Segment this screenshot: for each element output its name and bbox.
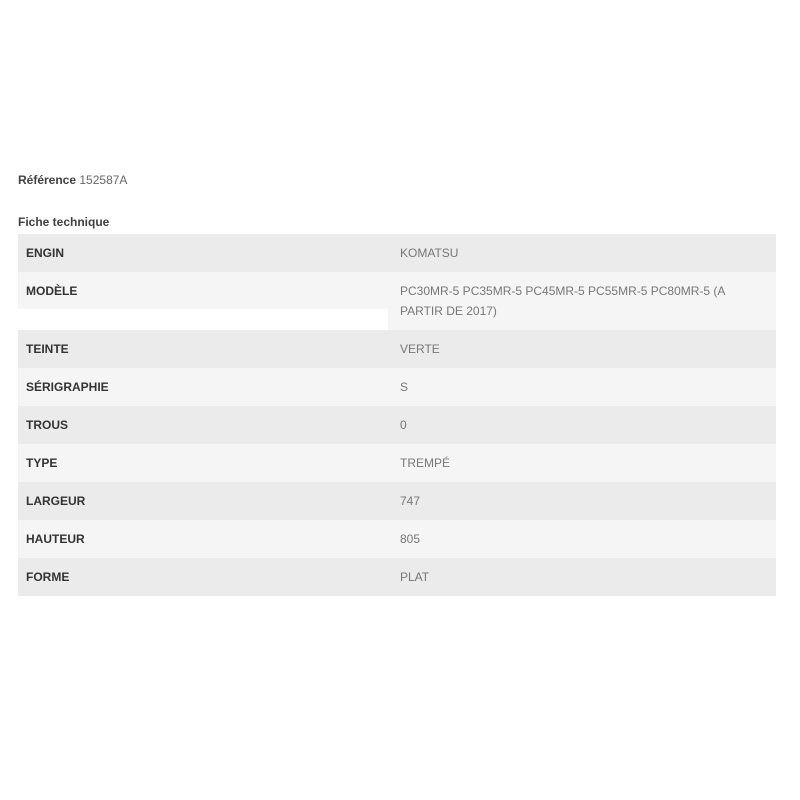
table-row bbox=[18, 234, 776, 272]
table-row bbox=[18, 444, 776, 482]
spec-name: FORME bbox=[18, 558, 388, 596]
data-sheet-title: Fiche technique bbox=[18, 215, 110, 229]
spec-value: VERTE bbox=[388, 330, 776, 368]
product-info bbox=[18, 172, 776, 596]
table-row bbox=[18, 406, 776, 444]
spec-value: 805 bbox=[388, 520, 776, 558]
spec-value: 747 bbox=[388, 482, 776, 520]
spec-name: HAUTEUR bbox=[18, 520, 388, 558]
spec-name: SÉRIGRAPHIE bbox=[18, 368, 388, 406]
product-reference bbox=[18, 172, 776, 188]
spec-name: TROUS bbox=[18, 406, 388, 444]
table-row bbox=[18, 330, 776, 368]
spec-name: TYPE bbox=[18, 444, 388, 482]
spec-value: KOMATSU bbox=[388, 234, 776, 272]
spec-value: PC30MR-5 PC35MR-5 PC45MR-5 PC55MR-5 PC80MR-5 (A PARTIR DE 2017) bbox=[388, 272, 776, 330]
data-sheet-table bbox=[18, 234, 776, 596]
spec-name: MODÈLE bbox=[18, 272, 388, 330]
table-row bbox=[18, 482, 776, 520]
spec-name: LARGEUR bbox=[18, 482, 388, 520]
spec-name: TEINTE bbox=[18, 330, 388, 368]
spec-value: PLAT bbox=[388, 558, 776, 596]
table-row bbox=[18, 558, 776, 596]
spec-value: S bbox=[388, 368, 776, 406]
table-row bbox=[18, 520, 776, 558]
reference-value: 152587A bbox=[79, 173, 128, 187]
table-row bbox=[18, 368, 776, 406]
reference-label: Référence bbox=[18, 173, 77, 187]
spec-name: ENGIN bbox=[18, 234, 388, 272]
spec-value: TREMPÉ bbox=[388, 444, 776, 482]
table-row bbox=[18, 272, 776, 330]
spec-value: 0 bbox=[388, 406, 776, 444]
